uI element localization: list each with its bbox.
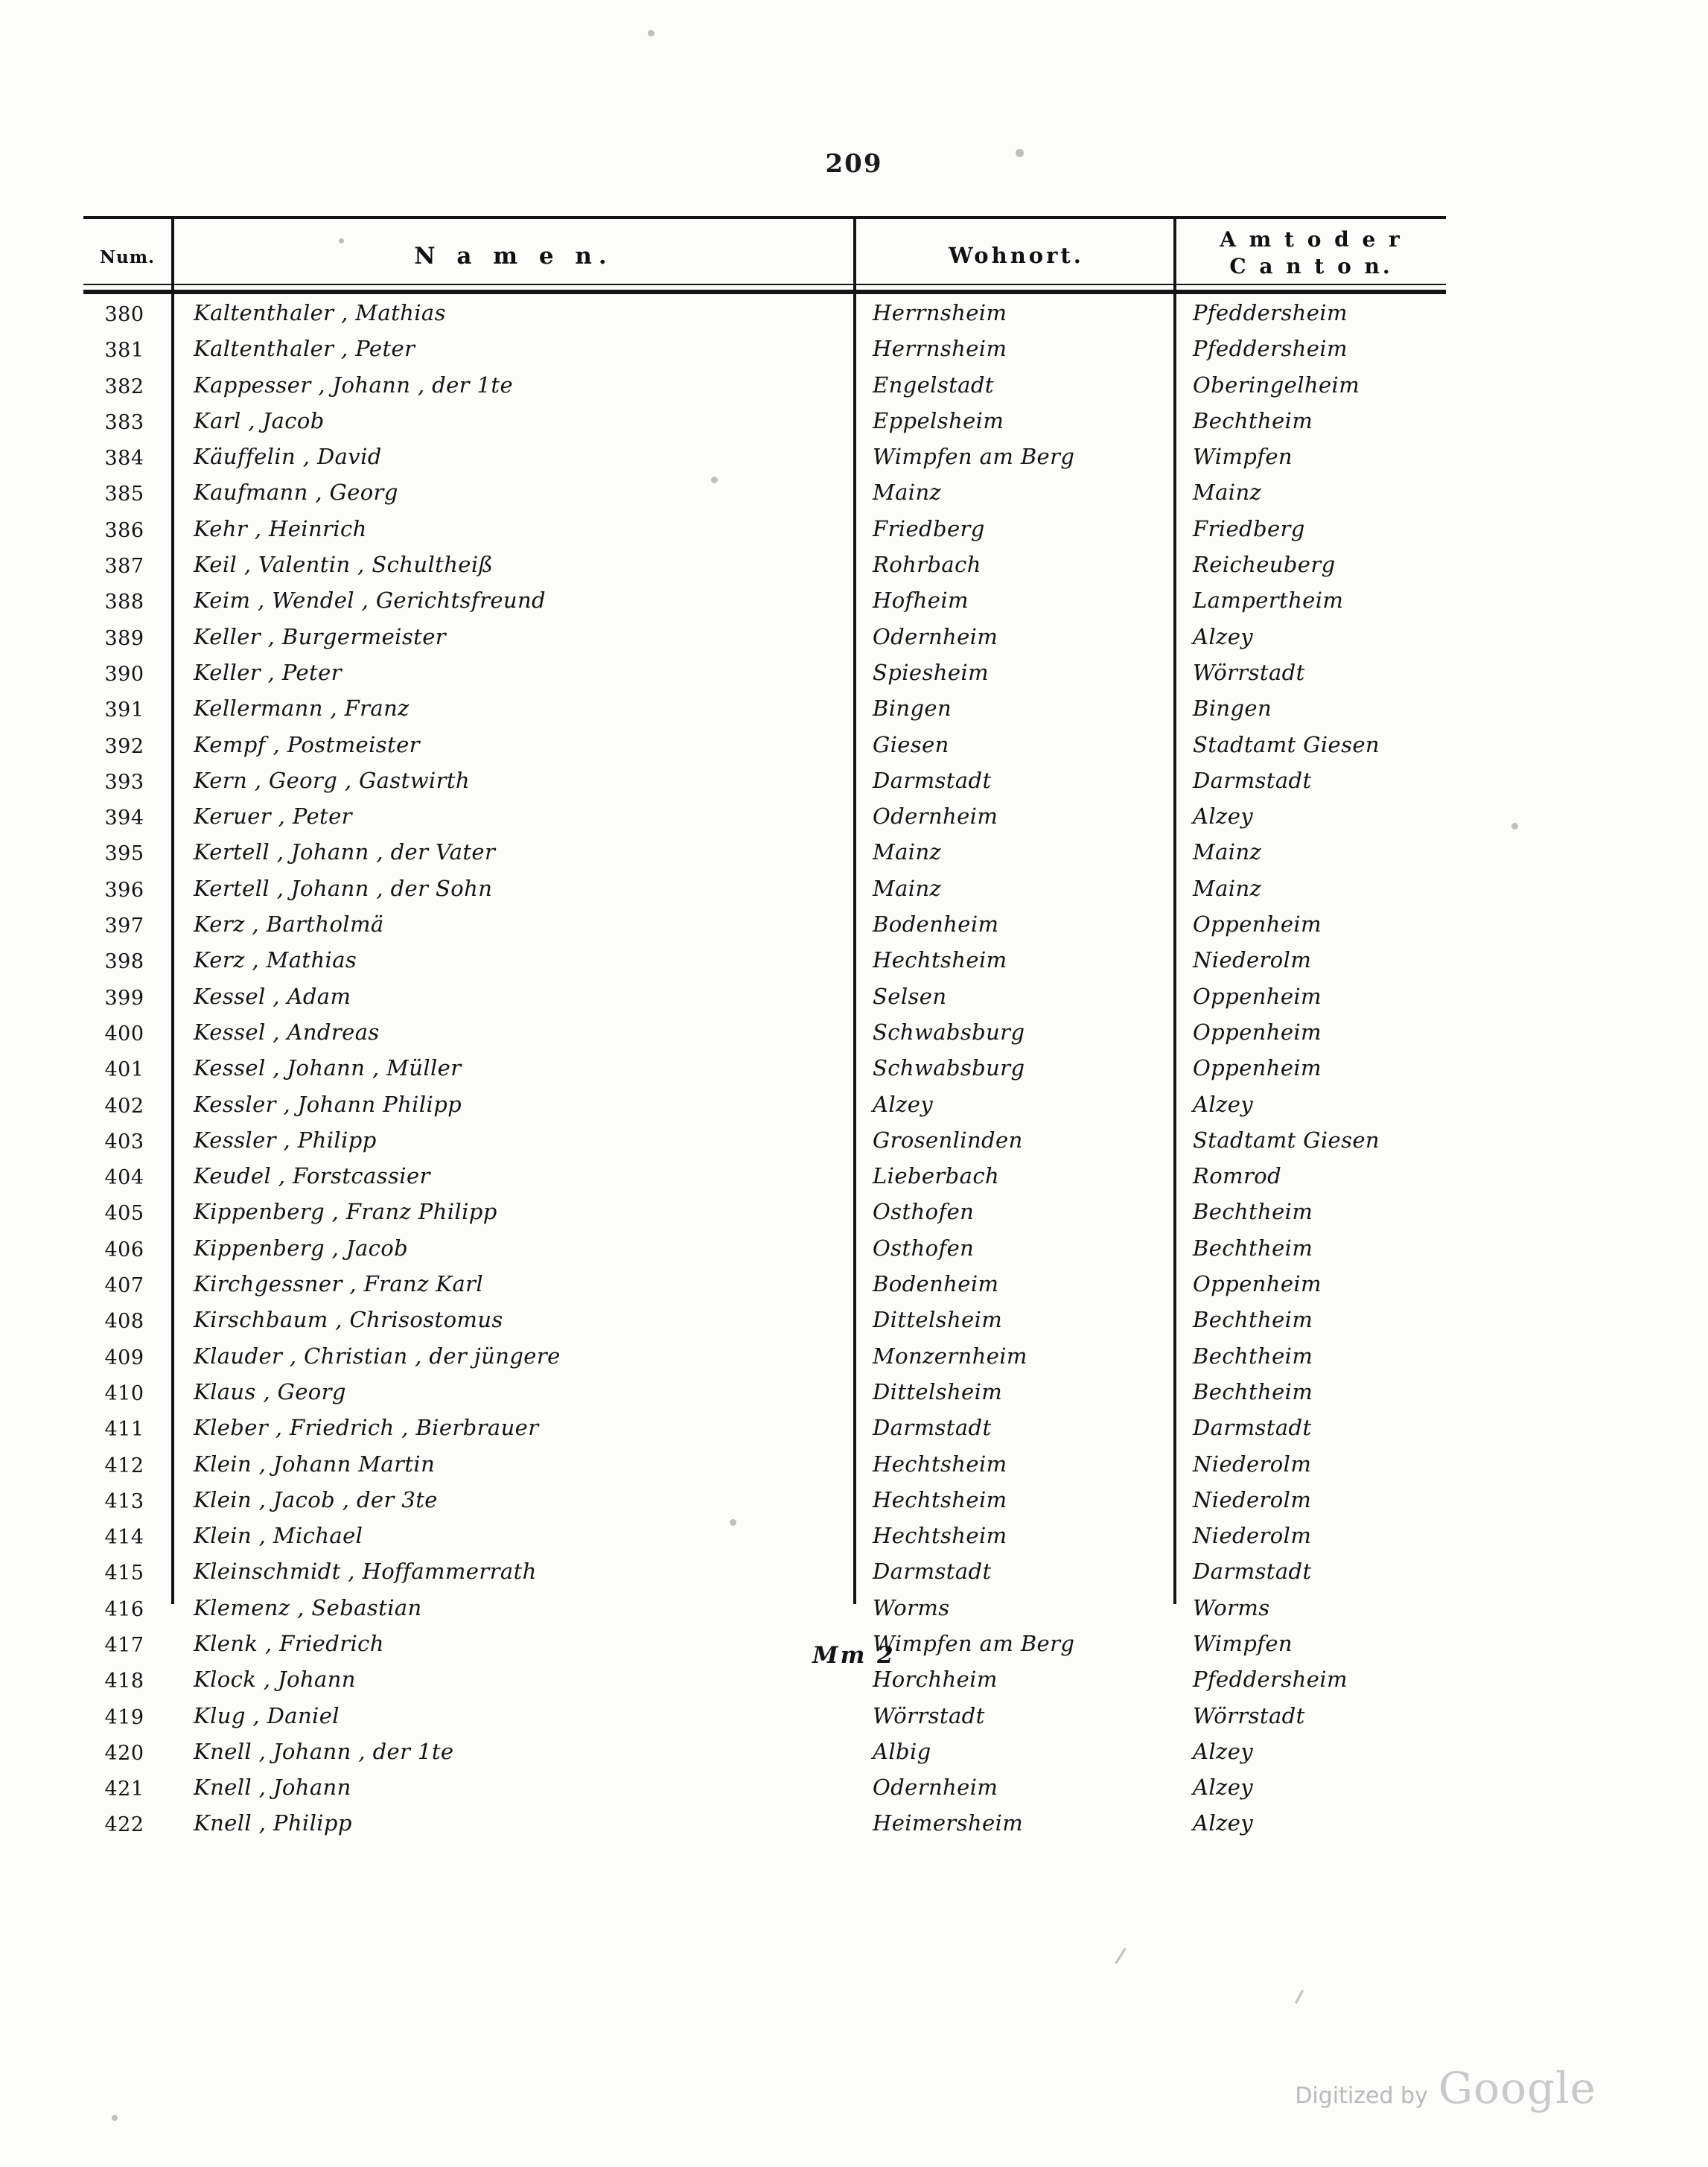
table-row	[83, 1737, 1446, 1773]
cell-num: 410	[104, 1381, 144, 1405]
cell-name: Kellermann , Franz	[194, 696, 410, 722]
table-row	[83, 731, 1446, 766]
table-row	[83, 623, 1446, 658]
table-row	[83, 1090, 1446, 1126]
table-row	[83, 478, 1446, 514]
cell-residence: Hechtsheim	[873, 1523, 1007, 1549]
table-row	[83, 586, 1446, 622]
table-row	[83, 838, 1446, 874]
cell-district: Pfeddersheim	[1193, 1667, 1348, 1693]
cell-name: Kaltenthaler , Mathias	[194, 300, 446, 325]
cell-residence: Spiesheim	[873, 659, 989, 685]
cell-name: Keil , Valentin , Schultheiß	[194, 552, 494, 578]
cell-residence: Eppelsheim	[873, 407, 1004, 433]
cell-num: 400	[104, 1022, 144, 1046]
table-row	[83, 1234, 1446, 1270]
table-row	[83, 1378, 1446, 1413]
cell-district: Niederolm	[1193, 1486, 1312, 1512]
scan-speck	[730, 1519, 736, 1526]
cell-district: Bechtheim	[1193, 1235, 1313, 1261]
cell-num: 418	[104, 1670, 144, 1693]
scan-speck	[711, 477, 718, 483]
cell-name: Käuffelin , David	[194, 444, 382, 470]
scan-stroke	[1295, 1990, 1304, 2004]
cell-num: 383	[104, 410, 144, 434]
cell-num: 415	[104, 1562, 144, 1585]
cell-residence: Albig	[873, 1738, 931, 1764]
column-header-residence: Wohnort.	[949, 243, 1084, 268]
cell-district: Bechtheim	[1193, 1307, 1313, 1333]
table-row	[83, 982, 1446, 1018]
cell-name: Klug , Daniel	[194, 1702, 340, 1728]
cell-num: 413	[104, 1489, 144, 1513]
cell-residence: Dittelsheim	[873, 1378, 1003, 1404]
cell-num: 387	[104, 555, 144, 579]
cell-district: Wörrstadt	[1193, 659, 1305, 685]
sheet-signature: Mm 2	[812, 1642, 896, 1669]
table-row	[83, 1665, 1446, 1701]
cell-name: Kirschbaum , Chrisostomus	[194, 1307, 503, 1333]
cell-name: Kerz , Bartholmä	[194, 911, 384, 938]
cell-district: Niederolm	[1193, 947, 1312, 973]
cell-residence: Darmstadt	[873, 1415, 992, 1441]
table-row	[83, 802, 1446, 838]
cell-num: 412	[104, 1454, 144, 1477]
table-row	[83, 515, 1446, 550]
cell-district: Worms	[1193, 1594, 1270, 1620]
cell-name: Kertell , Johann , der Vater	[194, 839, 496, 865]
cell-name: Kern , Georg , Gastwirth	[194, 767, 470, 793]
cell-residence: Osthofen	[873, 1199, 975, 1225]
cell-residence: Wimpfen am Berg	[873, 444, 1075, 470]
column-header-name: N a m e n.	[414, 243, 614, 270]
cell-district: Alzey	[1193, 804, 1254, 830]
cell-num: 394	[104, 806, 144, 830]
cell-num: 414	[104, 1526, 144, 1550]
cell-name: Keudel , Forstcassier	[194, 1163, 430, 1189]
cell-residence: Bingen	[873, 696, 952, 722]
scan-speck	[648, 30, 654, 36]
cell-num: 389	[104, 626, 144, 650]
cell-residence: Odernheim	[873, 804, 998, 830]
cell-num: 398	[104, 950, 144, 974]
cell-num: 416	[104, 1597, 144, 1621]
cell-residence: Hechtsheim	[873, 1451, 1007, 1477]
table-row	[83, 1809, 1446, 1845]
cell-num: 403	[104, 1130, 144, 1153]
cell-district: Mainz	[1193, 839, 1262, 865]
cell-name: Kerz , Mathias	[194, 947, 357, 973]
table-row	[83, 334, 1446, 370]
cell-residence: Rohrbach	[873, 552, 981, 578]
cell-district: Wimpfen	[1193, 444, 1293, 470]
cell-name: Klein , Jacob , der 3te	[194, 1486, 438, 1512]
table-row	[83, 1773, 1446, 1809]
cell-residence: Darmstadt	[873, 767, 992, 793]
cell-num: 384	[104, 447, 144, 471]
cell-residence: Odernheim	[873, 1775, 998, 1801]
cell-num: 385	[104, 483, 144, 506]
cell-district: Wimpfen	[1193, 1630, 1293, 1656]
cell-district: Romrod	[1193, 1163, 1282, 1189]
cell-residence: Alzey	[873, 1091, 934, 1117]
cell-num: 422	[104, 1813, 144, 1837]
cell-name: Kessel , Andreas	[194, 1019, 380, 1045]
cell-residence: Osthofen	[873, 1235, 975, 1261]
table-row	[83, 1197, 1446, 1233]
cell-name: Kaufmann , Georg	[194, 480, 398, 506]
cell-district: Pfeddersheim	[1193, 300, 1348, 325]
cell-name: Kleinschmidt , Hoffammerrath	[194, 1559, 537, 1585]
cell-name: Kessler , Philipp	[194, 1127, 377, 1153]
cell-residence: Bodenheim	[873, 911, 999, 938]
names-table	[83, 216, 1446, 1845]
cell-district: Alzey	[1193, 623, 1254, 649]
cell-district: Bingen	[1193, 696, 1272, 722]
cell-num: 402	[104, 1094, 144, 1118]
table-row	[83, 1486, 1446, 1521]
table-body	[83, 294, 1446, 1845]
table-row	[83, 1305, 1446, 1341]
cell-residence: Mainz	[873, 875, 942, 901]
cell-residence: Wörrstadt	[873, 1702, 985, 1728]
cell-name: Klaus , Georg	[194, 1378, 346, 1404]
table-row	[83, 766, 1446, 802]
google-wordmark: Google	[1438, 2063, 1596, 2113]
cell-name: Klemenz , Sebastian	[194, 1594, 422, 1620]
table-row	[83, 550, 1446, 586]
cell-district: Stadtamt Giesen	[1193, 1127, 1380, 1153]
cell-residence: Grosenlinden	[873, 1127, 1023, 1153]
cell-num: 419	[104, 1705, 144, 1729]
cell-num: 399	[104, 986, 144, 1010]
cell-district: Stadtamt Giesen	[1193, 731, 1380, 757]
header-rule-top	[83, 216, 1446, 219]
table-row	[83, 1521, 1446, 1557]
cell-num: 386	[104, 518, 144, 542]
cell-district: Wörrstadt	[1193, 1702, 1305, 1728]
table-row	[83, 910, 1446, 946]
cell-residence: Dittelsheim	[873, 1307, 1003, 1333]
cell-name: Kippenberg , Franz Philipp	[194, 1199, 497, 1225]
cell-residence: Engelstadt	[873, 372, 994, 398]
table-row	[83, 371, 1446, 407]
cell-district: Alzey	[1193, 1810, 1254, 1836]
cell-name: Kertell , Johann , der Sohn	[194, 875, 493, 901]
header-rule-thin	[83, 284, 1446, 285]
cell-residence: Schwabsburg	[873, 1019, 1025, 1045]
table-row	[83, 442, 1446, 478]
table-row	[83, 1413, 1446, 1449]
cell-num: 391	[104, 699, 144, 722]
table-row	[83, 1270, 1446, 1305]
cell-num: 380	[104, 303, 144, 326]
cell-name: Kessler , Johann Philipp	[194, 1091, 462, 1117]
cell-name: Kaltenthaler , Peter	[194, 336, 415, 362]
cell-district: Darmstadt	[1193, 1559, 1312, 1585]
digitization-credit	[1295, 2063, 1596, 2113]
cell-residence: Mainz	[873, 839, 942, 865]
cell-district: Alzey	[1193, 1091, 1254, 1117]
cell-residence: Hechtsheim	[873, 947, 1007, 973]
cell-name: Klein , Johann Martin	[194, 1451, 436, 1477]
cell-district: Mainz	[1193, 875, 1262, 901]
cell-num: 420	[104, 1741, 144, 1765]
table-row	[83, 946, 1446, 981]
cell-num: 405	[104, 1202, 144, 1226]
cell-name: Knell , Philipp	[194, 1810, 352, 1836]
cell-district: Niederolm	[1193, 1523, 1312, 1549]
cell-district: Bechtheim	[1193, 407, 1313, 433]
cell-name: Kessel , Johann , Müller	[194, 1055, 462, 1081]
cell-name: Klauder , Christian , der jüngere	[194, 1343, 561, 1369]
table-row	[83, 1342, 1446, 1378]
cell-district: Oppenheim	[1193, 1019, 1322, 1045]
cell-num: 408	[104, 1310, 144, 1334]
cell-num: 397	[104, 914, 144, 938]
cell-residence: Monzernheim	[873, 1343, 1027, 1369]
scan-stroke	[1115, 1948, 1126, 1964]
table-header	[83, 216, 1446, 294]
cell-residence: Darmstadt	[873, 1559, 992, 1585]
column-header-district	[1176, 226, 1446, 280]
cell-district: Bechtheim	[1193, 1199, 1313, 1225]
cell-num: 407	[104, 1274, 144, 1298]
cell-name: Knell , Johann	[194, 1775, 351, 1801]
cell-district: Mainz	[1193, 480, 1262, 506]
cell-residence: Bodenheim	[873, 1271, 999, 1297]
cell-name: Kempf , Postmeister	[194, 731, 420, 757]
cell-name: Keruer , Peter	[194, 804, 352, 830]
cell-name: Kirchgessner , Franz Karl	[194, 1271, 484, 1297]
cell-residence: Friedberg	[873, 515, 985, 541]
cell-num: 395	[104, 842, 144, 866]
cell-district: Friedberg	[1193, 515, 1305, 541]
cell-district: Oberingelheim	[1193, 372, 1360, 398]
digitized-by-label: Digitized by	[1295, 2083, 1428, 2109]
cell-name: Keller , Burgermeister	[194, 623, 447, 649]
cell-num: 388	[104, 591, 144, 614]
table-row	[83, 1162, 1446, 1197]
column-header-district-line2: C a n t o n.	[1229, 253, 1393, 279]
cell-district: Niederolm	[1193, 1451, 1312, 1477]
cell-num: 421	[104, 1778, 144, 1801]
cell-district: Lampertheim	[1193, 588, 1344, 614]
cell-name: Karl , Jacob	[194, 407, 325, 433]
scan-speck	[339, 238, 344, 244]
table-row	[83, 1018, 1446, 1054]
cell-district: Darmstadt	[1193, 767, 1312, 793]
cell-num: 411	[104, 1418, 144, 1442]
cell-residence: Lieberbach	[873, 1163, 1000, 1189]
cell-name: Keller , Peter	[194, 659, 342, 685]
cell-district: Alzey	[1193, 1775, 1254, 1801]
cell-name: Kleber , Friedrich , Bierbrauer	[194, 1415, 539, 1441]
table-row	[83, 407, 1446, 442]
scan-speck	[1016, 149, 1024, 157]
cell-residence: Horchheim	[873, 1667, 998, 1693]
cell-num: 406	[104, 1238, 144, 1261]
cell-num: 396	[104, 878, 144, 902]
table-row	[83, 1126, 1446, 1162]
cell-residence: Herrnsheim	[873, 336, 1007, 362]
cell-district: Alzey	[1193, 1738, 1254, 1764]
table-row	[83, 694, 1446, 730]
table-row	[83, 1450, 1446, 1486]
table-row	[83, 658, 1446, 694]
cell-residence: Wimpfen am Berg	[873, 1630, 1075, 1656]
cell-name: Knell , Johann , der 1te	[194, 1738, 454, 1764]
cell-residence: Hechtsheim	[873, 1486, 1007, 1512]
cell-num: 392	[104, 734, 144, 758]
cell-name: Klenk , Friedrich	[194, 1630, 384, 1656]
cell-district: Darmstadt	[1193, 1415, 1312, 1441]
cell-district: Bechtheim	[1193, 1343, 1313, 1369]
cell-num: 393	[104, 770, 144, 794]
cell-district: Pfeddersheim	[1193, 336, 1348, 362]
table-row	[83, 874, 1446, 910]
table-row	[83, 299, 1446, 334]
column-header-num: Num.	[99, 247, 156, 267]
cell-name: Kehr , Heinrich	[194, 515, 367, 541]
cell-district: Bechtheim	[1193, 1378, 1313, 1404]
cell-name: Klock , Johann	[194, 1667, 356, 1693]
cell-residence: Mainz	[873, 480, 942, 506]
scan-speck	[112, 2115, 118, 2121]
table-row	[83, 1054, 1446, 1089]
cell-num: 404	[104, 1166, 144, 1190]
table-row	[83, 1702, 1446, 1737]
cell-num: 381	[104, 339, 144, 363]
page-number: 209	[825, 149, 883, 179]
cell-name: Kappesser , Johann , der 1te	[194, 372, 514, 398]
cell-num: 417	[104, 1633, 144, 1657]
cell-num: 409	[104, 1346, 144, 1369]
cell-num: 390	[104, 662, 144, 686]
column-header-district-line1: A m t o d e r	[1220, 227, 1403, 252]
cell-residence: Giesen	[873, 731, 949, 757]
cell-residence: Worms	[873, 1594, 950, 1620]
cell-residence: Herrnsheim	[873, 300, 1007, 325]
cell-residence: Hofheim	[873, 588, 969, 614]
table-row	[83, 1557, 1446, 1593]
cell-district: Reicheuberg	[1193, 552, 1336, 578]
cell-residence: Heimersheim	[873, 1810, 1024, 1836]
cell-name: Keim , Wendel , Gerichtsfreund	[194, 588, 547, 614]
cell-district: Oppenheim	[1193, 1271, 1322, 1297]
cell-num: 401	[104, 1058, 144, 1082]
table-row	[83, 1594, 1446, 1629]
cell-name: Kessel , Adam	[194, 983, 351, 1009]
cell-residence: Schwabsburg	[873, 1055, 1025, 1081]
cell-name: Klein , Michael	[194, 1523, 363, 1549]
cell-district: Oppenheim	[1193, 911, 1322, 938]
cell-district: Oppenheim	[1193, 1055, 1322, 1081]
cell-num: 382	[104, 375, 144, 398]
cell-name: Kippenberg , Jacob	[194, 1235, 409, 1261]
cell-district: Oppenheim	[1193, 983, 1322, 1009]
cell-residence: Selsen	[873, 983, 947, 1009]
cell-residence: Odernheim	[873, 623, 998, 649]
scan-speck	[1511, 823, 1518, 830]
